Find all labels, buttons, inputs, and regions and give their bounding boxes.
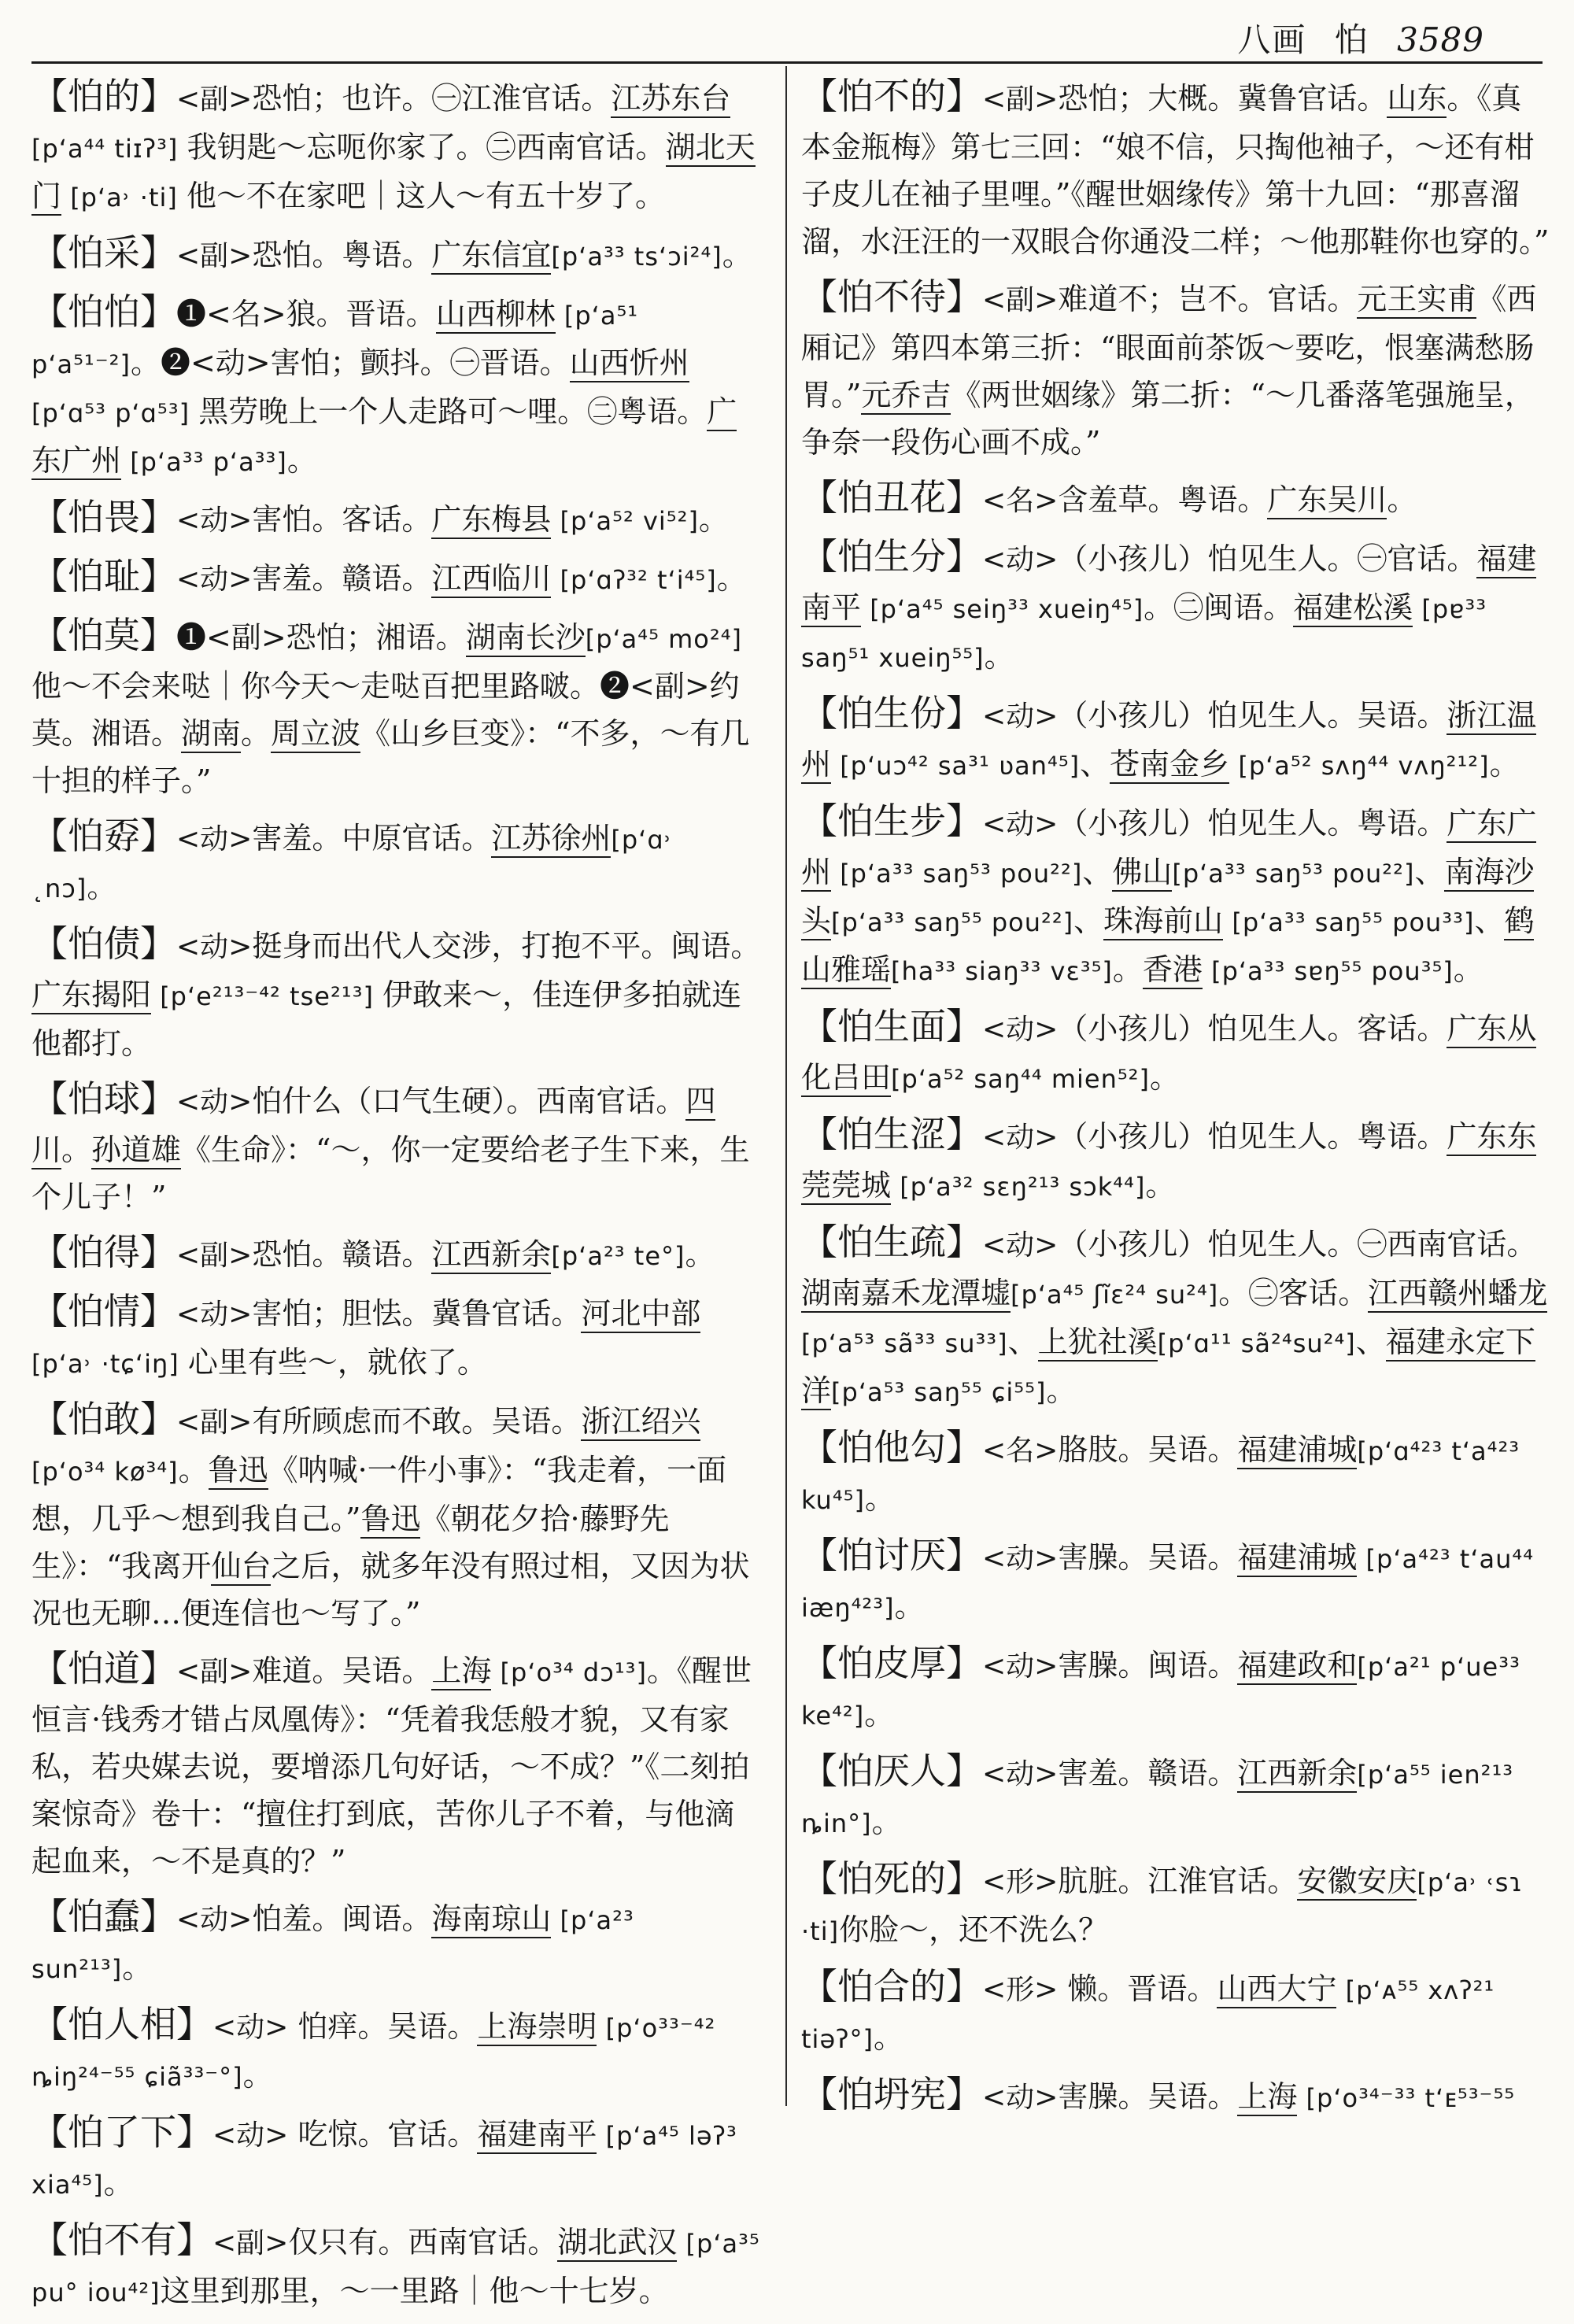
place-name: 江西临川 xyxy=(431,561,551,598)
entry-headword: 【怕敢】 xyxy=(31,1398,176,1440)
definition-text: 之后，就多年没有照过相，又因为状况也无聊…便连信也～写了。” xyxy=(31,1549,750,1631)
definition-text: 黑劳晚上一个人走路可～哩。㊁粤语。 xyxy=(198,394,708,429)
definition-text: 害羞。赣语。 xyxy=(252,561,432,596)
dictionary-entry xyxy=(31,552,763,604)
dictionary-entry xyxy=(31,493,763,545)
dictionary-entry xyxy=(801,2071,1550,2122)
pronunciation: [pʻa⁵² saŋ⁴⁴ mien⁵²] xyxy=(891,1064,1150,1094)
definition-text: 。 xyxy=(871,1805,902,1839)
definition-text: 《山乡巨变》：“不多，～有几十担的样子。” xyxy=(31,716,750,798)
place-name: 江苏东台 xyxy=(611,81,730,118)
definition-text: 《呐喊·一件小事》：“我走着，一面想，几乎～想到我自己。” xyxy=(31,1453,727,1536)
entry-headword: 【怕莫】 xyxy=(31,614,176,656)
dictionary-entry xyxy=(801,1639,1550,1739)
pronunciation: [pʻa³³ saŋ⁵⁵ pou³³] xyxy=(1223,907,1475,937)
part-of-speech: <副> xyxy=(982,284,1059,316)
dictionary-entry xyxy=(31,1075,763,1221)
part-of-speech: <动> xyxy=(982,544,1059,576)
definition-text: 。《醒世恒言·钱秀才错占凤凰俦》：“凭着我恁般才貌，又有家私，若央媒去说，要增添几句好话，～不成？”《二刻拍案惊奇》卷十：“擅住打到底，苦你儿子不着，与他滴起血来，～不是真的？” xyxy=(31,1653,752,1879)
dictionary-entry xyxy=(801,1110,1550,1210)
definition-text: 挺身而出代人交涉，打抱不平。闽语。 xyxy=(252,929,761,963)
entry-headword: 【怕怕】 xyxy=(31,290,176,333)
pronunciation: [pʻo³⁴ kø³⁴] xyxy=(31,1457,179,1487)
part-of-speech: <动> xyxy=(982,2082,1059,2114)
entry-headword: 【怕生分】 xyxy=(801,535,982,578)
place-name: 广东东莞莞城 xyxy=(801,1119,1536,1205)
definition-text: 你脸～，还不洗么？ xyxy=(839,1912,1109,1947)
definition-text: ❶<副>恐怕；湘语。 xyxy=(176,620,466,655)
definition-text: 、 xyxy=(1082,855,1113,889)
dictionary-entry xyxy=(31,1893,763,1993)
definition-text: 、 xyxy=(1355,1325,1386,1359)
pronunciation: [pʻɑ¹¹ sã²⁴su²⁴] xyxy=(1157,1328,1356,1358)
definition-text: 。 xyxy=(716,561,747,596)
column-divider xyxy=(785,66,787,2106)
right-column xyxy=(801,72,1550,2130)
part-of-speech: <动> xyxy=(982,700,1059,733)
dictionary-entry xyxy=(801,1003,1550,1103)
dictionary-entry xyxy=(801,1855,1550,1955)
definition-text: 害臊。吴语。 xyxy=(1058,1540,1238,1575)
pronunciation: [pʻa³³ saŋ⁵³ pou²²] xyxy=(831,859,1083,889)
pronunciation: [pʻa²³ sun²¹³] xyxy=(31,1905,634,1984)
dictionary-entry xyxy=(31,812,763,912)
head-character: 怕 xyxy=(1334,20,1369,59)
definition-text: 《西厢记》第四本第三折：“眼面前茶饭～要吃，恨塞满愁肠胃。” xyxy=(801,282,1537,412)
place-name: 江西赣州蟠龙 xyxy=(1368,1276,1547,1313)
place-name: 上海 xyxy=(1237,2079,1297,2116)
pronunciation: [pʻa⁴⁵ ləʔ³ xia⁴⁵] xyxy=(31,2121,737,2200)
pronunciation: [pʻɑ⁴²³ tʻa⁴²³ ku⁴⁵] xyxy=(801,1436,1520,1515)
definition-text: 。 xyxy=(1112,952,1143,987)
place-name: 福建南平 xyxy=(477,2117,597,2154)
pronunciation: [pʻe²¹³⁻⁴² tse²¹³] xyxy=(151,981,383,1011)
pronunciation: [pʻa²¹ pʻue³³ ke⁴²] xyxy=(801,1652,1520,1731)
definition-text: 难道不；岂不。官话。 xyxy=(1058,282,1358,316)
part-of-speech: <动> xyxy=(176,504,253,537)
definition-text: 。 xyxy=(1145,1168,1176,1203)
entry-headword: 【怕蠢】 xyxy=(31,1895,176,1938)
part-of-speech: <动> xyxy=(982,1543,1059,1575)
definition-text: 胳肢。吴语。 xyxy=(1058,1432,1238,1467)
definition-text: 、 xyxy=(1007,1325,1038,1359)
definition-text: 。《真本金瓶梅》第七三回：“娘不信，只掏他袖子，～还有柑子皮儿在袖子里哩。”《醒世姻缘传》第十九回：“那喜溜溜，水汪汪的一双眼合你通没二样；～他那鞋你也穿的。” xyxy=(801,81,1550,259)
place-name: 广东梅县 xyxy=(431,502,551,539)
dictionary-entry xyxy=(31,2108,763,2208)
definition-text: 懒。晋语。 xyxy=(1058,1971,1217,2006)
part-of-speech: <名> xyxy=(982,1435,1059,1467)
definition-text: 我钥匙～忘呃你家了。㊁西南官话。 xyxy=(187,130,666,164)
pronunciation: [pʻa˒ ˓sɿ ·ti] xyxy=(801,1868,1524,1946)
part-of-speech: <形> xyxy=(982,1866,1059,1898)
definition-text: 心里有些～，就依了。 xyxy=(187,1345,487,1380)
place-name: 河北中部 xyxy=(581,1296,700,1333)
pronunciation: [pʻa³³ tsʻɔi²⁴] xyxy=(551,242,722,272)
place-name: 广东吴川 xyxy=(1267,482,1387,519)
definition-text: 。 xyxy=(698,502,729,537)
left-column xyxy=(31,72,763,2324)
dictionary-entry xyxy=(801,1218,1550,1416)
part-of-speech: <副> xyxy=(176,1656,253,1688)
pronunciation: [pʻo³⁴⁻³³ tʻᴇ⁵³⁻⁵⁵ xyxy=(1297,2083,1516,2113)
definition-text: 。 xyxy=(864,1697,895,1731)
part-of-speech: <动> xyxy=(982,808,1059,841)
dictionary-entry xyxy=(31,611,763,804)
entry-headword: 【怕道】 xyxy=(31,1647,176,1690)
place-name: 湖北天门 xyxy=(31,130,756,216)
definition-text: 怕羞。闽语。 xyxy=(252,1901,432,1936)
part-of-speech: <动> xyxy=(982,1121,1059,1154)
part-of-speech: <名> xyxy=(982,485,1059,517)
pronunciation: [pʻa⁵¹ pʻa⁵¹⁻²] xyxy=(31,301,639,379)
definition-text: 。 xyxy=(103,2166,134,2200)
definition-text: 。 xyxy=(1387,482,1417,517)
entry-headword: 【怕不待】 xyxy=(801,275,982,318)
place-name: 鲁迅 xyxy=(360,1502,420,1539)
place-name: 广东揭阳 xyxy=(31,977,151,1014)
entry-headword: 【怕生份】 xyxy=(801,692,982,734)
place-name: 孙道雄 xyxy=(91,1132,181,1169)
definition-text: 恐怕。赣语。 xyxy=(252,1237,432,1272)
place-name: 广东从化吕田 xyxy=(801,1011,1536,1097)
pronunciation: [pʻa⁴⁵ seiŋ³³ xueiŋ⁴⁵] xyxy=(861,594,1144,624)
definition-text: 伊敢来～，佳连伊多拍就连他都打。 xyxy=(31,977,742,1061)
definition-text: 他～不会来哒｜你今天～走哒百把里路啵。❷<副>约莫。湘语。 xyxy=(31,669,740,751)
dictionary-entry xyxy=(31,72,763,221)
definition-text: 《朝花夕拾·藤野先生》：“我离开 xyxy=(31,1502,670,1583)
definition-text: （小孩儿）怕见生人。㊀官话。 xyxy=(1058,541,1477,576)
definition-text: 难道。吴语。 xyxy=(252,1653,432,1688)
place-name: 香港 xyxy=(1143,952,1203,989)
dictionary-entry xyxy=(801,1963,1550,2063)
definition-text: 吃惊。官话。 xyxy=(288,2117,478,2152)
dictionary-entry xyxy=(801,797,1550,995)
definition-text: 。 xyxy=(122,1950,153,1985)
definition-text: 。 xyxy=(242,2058,273,2093)
definition-text: 、 xyxy=(1080,747,1110,781)
definition-text: 他～不在家吧｜这人～有五十岁了。 xyxy=(187,179,666,213)
pronunciation: [pʻa⁵² vi⁵²] xyxy=(551,506,699,536)
definition-text: 怕痒。吴语。 xyxy=(288,2009,478,2044)
entry-headword: 【怕生疏】 xyxy=(801,1221,982,1263)
place-name: 福建松溪 xyxy=(1293,590,1413,627)
entry-headword: 【怕生涩】 xyxy=(801,1113,982,1155)
header-rule xyxy=(31,61,1543,64)
definition-text: 。 xyxy=(241,716,272,751)
definition-text: 有所顾虑而不敢。吴语。 xyxy=(252,1404,582,1439)
entry-headword: 【怕球】 xyxy=(31,1077,176,1120)
definition-text: 。 xyxy=(873,2020,903,2055)
definition-text: 。 xyxy=(722,238,752,272)
place-name: 江苏徐州 xyxy=(491,821,611,858)
entry-headword: 【怕不的】 xyxy=(801,75,982,117)
place-name: 山西柳林 xyxy=(436,297,556,334)
dictionary-entry xyxy=(31,2216,763,2316)
part-of-speech: <动> xyxy=(982,1014,1059,1046)
entry-headword: 【怕厌人】 xyxy=(801,1749,982,1792)
entry-headword: 【怕得】 xyxy=(31,1231,176,1273)
page-number: 3589 xyxy=(1397,20,1484,59)
dictionary-entry xyxy=(801,273,1550,466)
place-name: 苍南金乡 xyxy=(1110,747,1229,784)
place-name: 福建南平 xyxy=(801,541,1536,627)
definition-text: 害臊。闽语。 xyxy=(1058,1648,1238,1683)
definition-text: 《两世姻缘》第二折：“～几番落笔强施呈，争奈一段伤心画不成。” xyxy=(801,378,1535,460)
pronunciation: [pʻa³³ saŋ⁵³ pou²²] xyxy=(1172,859,1415,889)
definition-text: 。 xyxy=(894,1589,925,1624)
definition-text: 恐怕；大概。冀鲁官话。 xyxy=(1058,81,1387,116)
pronunciation: [pʻa˒ ·tɕʻiŋ] xyxy=(31,1349,188,1379)
pronunciation: [pɐ³³ saŋ⁵¹ xueiŋ⁵⁵] xyxy=(801,594,1487,673)
part-of-speech: <动> xyxy=(982,1229,1059,1262)
place-name: 上犹社溪 xyxy=(1038,1325,1158,1362)
definition-text: 仅只有。西南官话。 xyxy=(288,2225,558,2259)
part-of-speech: <动> xyxy=(212,2012,289,2044)
place-name: 福建政和 xyxy=(1237,1648,1357,1685)
dictionary-entry xyxy=(801,1747,1550,1847)
dictionary-entry xyxy=(801,533,1550,682)
pronunciation: [pʻa³² sɛŋ²¹³ sɔk⁴⁴] xyxy=(891,1172,1146,1202)
definition-text: 害羞。赣语。 xyxy=(1058,1756,1238,1790)
definition-text: 。㊁客话。 xyxy=(1218,1276,1369,1310)
place-name: 广东广州 xyxy=(31,394,737,480)
place-name: 山西大宁 xyxy=(1217,1971,1336,2008)
entry-headword: 【怕了下】 xyxy=(31,2111,212,2153)
part-of-speech: <动> xyxy=(982,1650,1059,1683)
place-name: 福建永定下洋 xyxy=(801,1325,1535,1410)
place-name: 周立波 xyxy=(271,716,360,753)
running-head xyxy=(1221,14,1484,61)
part-of-speech: <动> xyxy=(176,563,253,596)
dictionary-entry xyxy=(31,1395,763,1637)
pronunciation: [pʻuɔ⁴² sa³¹ ʋan⁴⁵] xyxy=(831,751,1081,781)
entry-headword: 【怕皮厚】 xyxy=(801,1642,982,1684)
definition-text: 害臊。吴语。 xyxy=(1058,2079,1238,2114)
entry-headword: 【怕人相】 xyxy=(31,2003,212,2045)
definition-text: 、 xyxy=(1414,855,1445,889)
place-name: 上海 xyxy=(431,1653,491,1690)
place-name: 佛山 xyxy=(1112,855,1172,892)
pronunciation: [pʻa⁴⁴ tiɪʔ³] xyxy=(31,134,187,164)
definition-text: 。 xyxy=(1453,952,1483,987)
definition-text: 《生命》：“～，你一定要给老子生下来，生个儿子！” xyxy=(31,1132,750,1214)
definition-text: （小孩儿）怕见生人。㊀西南官话。 xyxy=(1058,1227,1537,1262)
entry-headword: 【怕生步】 xyxy=(801,800,982,842)
place-name: 安徽安庆 xyxy=(1297,1864,1417,1901)
definition-text: （小孩儿）怕见生人。吴语。 xyxy=(1058,698,1447,733)
place-name: 四川 xyxy=(31,1084,715,1169)
pronunciation: [pʻa⁵³ saŋ⁵⁵ ɕi⁵⁵] xyxy=(831,1377,1047,1407)
place-name: 广东广州 xyxy=(801,806,1536,892)
definition-text: 肮脏。江淮官话。 xyxy=(1058,1864,1298,1898)
definition-text: 害羞。中原官话。 xyxy=(252,821,492,855)
place-name: 湖南 xyxy=(181,716,241,753)
part-of-speech: <副> xyxy=(176,240,253,272)
dictionary-entry xyxy=(31,2001,763,2100)
dictionary-entry xyxy=(31,229,763,280)
dictionary-entry xyxy=(31,920,763,1067)
place-name: 海南琼山 xyxy=(431,1901,551,1938)
pronunciation: [pʻa˒ ·ti] xyxy=(61,183,187,212)
definition-text: 、 xyxy=(1073,903,1104,938)
pronunciation: [pʻa⁴²³ tʻau⁴⁴ iæŋ⁴²³] xyxy=(801,1544,1535,1623)
page-header xyxy=(31,0,1543,61)
place-name: 江西新余 xyxy=(1237,1756,1357,1793)
pronunciation: [pʻɑ⁵³ pʻɑ⁵³] xyxy=(31,398,199,428)
place-name: 元王实甫 xyxy=(1357,282,1476,319)
definition-text: 恐怕；也许。㊀江淮官话。 xyxy=(252,81,611,116)
pronunciation: [pʻᴀ⁵⁵ xʌʔ²¹ tiəʔ°] xyxy=(801,1975,1495,2054)
dictionary-entry xyxy=(801,1424,1550,1524)
pronunciation: [pʻa²³ te°] xyxy=(551,1241,685,1271)
definition-text: 。㊁闽语。 xyxy=(1144,590,1294,625)
definition-text: 。 xyxy=(1149,1060,1180,1095)
dictionary-entry xyxy=(31,1229,763,1280)
definition-text: 。 xyxy=(984,639,1014,674)
definition-text: 。 xyxy=(87,870,117,904)
place-name: 湖南嘉禾龙潭墟 xyxy=(801,1276,1011,1313)
entry-headword: 【怕采】 xyxy=(31,231,176,274)
part-of-speech: <动> xyxy=(212,2119,289,2152)
dictionary-entry xyxy=(801,1531,1550,1631)
entry-headword: 【怕合的】 xyxy=(801,1965,982,2008)
place-name: 南海沙头 xyxy=(801,855,1534,940)
entry-headword: 【怕生面】 xyxy=(801,1005,982,1047)
pronunciation: [pʻo³³⁻⁴² ȵiŋ²⁴⁻⁵⁵ ɕiã³³⁻°] xyxy=(31,2013,716,2092)
definition-text: 。 xyxy=(1046,1373,1077,1408)
part-of-speech: <副> xyxy=(212,2227,289,2259)
entry-headword: 【怕不有】 xyxy=(31,2219,212,2261)
part-of-speech: <动> xyxy=(176,1299,253,1331)
place-name: 鹤山雅瑶 xyxy=(801,903,1534,989)
place-name: 湖北武汉 xyxy=(557,2225,677,2262)
part-of-speech: <副> xyxy=(176,1240,253,1272)
part-of-speech: <动> xyxy=(176,1086,253,1118)
definition-text: （小孩儿）怕见生人。粤语。 xyxy=(1058,1119,1447,1154)
definition-text: 。 xyxy=(178,1453,209,1487)
place-name: 珠海前山 xyxy=(1103,903,1223,940)
pronunciation: [ha³³ siaŋ³³ vɛ³⁵] xyxy=(891,956,1113,986)
pronunciation: [pʻɑ˒ ˛nɔ] xyxy=(31,825,673,903)
pronunciation: [pʻa³³ saŋ⁵⁵ pou²²] xyxy=(831,907,1074,937)
part-of-speech: <副> xyxy=(982,83,1059,116)
definition-text: 这里到那里，～一里路｜他～十七岁。 xyxy=(160,2274,669,2308)
entry-headword: 【怕债】 xyxy=(31,922,176,965)
entry-headword: 【怕讨厌】 xyxy=(801,1534,982,1576)
part-of-speech: <形> xyxy=(982,1974,1059,2006)
pronunciation: [pʻa³⁵ pu° iou⁴²] xyxy=(31,2229,760,2307)
part-of-speech: <副> xyxy=(176,83,253,116)
definition-text: 。 xyxy=(286,443,317,478)
place-name: 元乔吉 xyxy=(861,378,951,415)
definition-text: 恐怕。粤语。 xyxy=(252,238,432,272)
definition-text: 。 xyxy=(1489,747,1520,781)
pronunciation: [pʻa³³ sɐŋ⁵⁵ pou³⁵] xyxy=(1202,956,1454,986)
dictionary-entry xyxy=(801,689,1550,789)
part-of-speech: <副> xyxy=(176,1406,253,1439)
place-name: 湖南长沙 xyxy=(466,620,586,657)
entry-headword: 【怕孬】 xyxy=(31,815,176,857)
pronunciation: [pʻa³³ pʻa³³] xyxy=(121,447,287,477)
entry-headword: 【怕坍宪】 xyxy=(801,2073,982,2115)
part-of-speech: <动> xyxy=(982,1758,1059,1790)
definition-text: 、 xyxy=(1474,903,1505,938)
place-name: 鲁迅 xyxy=(209,1453,268,1490)
pronunciation: [pʻa⁴⁵ mo²⁴] xyxy=(585,624,742,654)
place-name: 广东信宜 xyxy=(431,238,551,275)
entry-headword: 【怕情】 xyxy=(31,1290,176,1332)
definition-text: 。 xyxy=(61,1132,92,1167)
pronunciation: [pʻa⁵² sʌŋ⁴⁴ vʌŋ²¹²] xyxy=(1229,751,1490,781)
dictionary-entry xyxy=(801,474,1550,525)
pronunciation: [pʻɑʔ³² tʻi⁴⁵] xyxy=(551,565,717,595)
place-name: 浙江温州 xyxy=(801,698,1536,784)
place-name: 江西新余 xyxy=(431,1237,551,1274)
entry-headword: 【怕的】 xyxy=(31,75,176,117)
definition-text: （小孩儿）怕见生人。粤语。 xyxy=(1058,806,1447,841)
part-of-speech: <动> xyxy=(176,931,253,963)
definition-text: 。 xyxy=(864,1481,895,1516)
place-name: 上海崇明 xyxy=(477,2009,597,2046)
pronunciation: [pʻa⁵³ sã³³ su³³] xyxy=(801,1328,1008,1358)
dictionary-entry xyxy=(31,1288,763,1387)
dictionary-entry xyxy=(801,72,1550,265)
part-of-speech: <动> xyxy=(176,823,253,855)
definition-text: 害怕；胆怯。冀鲁官话。 xyxy=(252,1296,582,1331)
definition-text: 怕什么（口气生硬）。西南官话。 xyxy=(252,1084,686,1118)
place-name: 福建浦城 xyxy=(1237,1540,1357,1577)
entry-headword: 【怕耻】 xyxy=(31,555,176,597)
entry-headword: 【怕他勾】 xyxy=(801,1426,982,1469)
part-of-speech: <动> xyxy=(176,1904,253,1936)
entry-headword: 【怕畏】 xyxy=(31,496,176,538)
place-name: 浙江绍兴 xyxy=(581,1404,700,1441)
dictionary-entry xyxy=(31,1645,763,1885)
pronunciation: [pʻo³⁴ dɔ¹³] xyxy=(491,1657,647,1687)
definition-text: 含羞草。粤语。 xyxy=(1058,482,1268,517)
place-name: 山东 xyxy=(1387,81,1447,118)
definition-text: ❶<名>狼。晋语。 xyxy=(176,297,436,331)
definition-text: 。❷<动>害怕；颤抖。㊀晋语。 xyxy=(130,345,570,380)
entry-headword: 【怕丑花】 xyxy=(801,476,982,519)
entry-headword: 【怕死的】 xyxy=(801,1857,982,1900)
pronunciation: [pʻa⁵⁵ ien²¹³ ȵin°] xyxy=(801,1760,1514,1838)
place-name: 山西忻州 xyxy=(570,345,689,382)
dictionary-entry xyxy=(31,288,763,486)
definition-text: （小孩儿）怕见生人。客话。 xyxy=(1058,1011,1447,1046)
definition-text: 。 xyxy=(685,1237,715,1272)
definition-text: 害怕。客话。 xyxy=(252,502,432,537)
stroke-section: 八画 xyxy=(1237,20,1307,59)
place-name: 福建浦城 xyxy=(1237,1432,1357,1469)
pronunciation: [pʻa⁴⁵ ʃĩɛ²⁴ su²⁴] xyxy=(1011,1280,1219,1310)
place-name: 仙台 xyxy=(211,1549,271,1586)
